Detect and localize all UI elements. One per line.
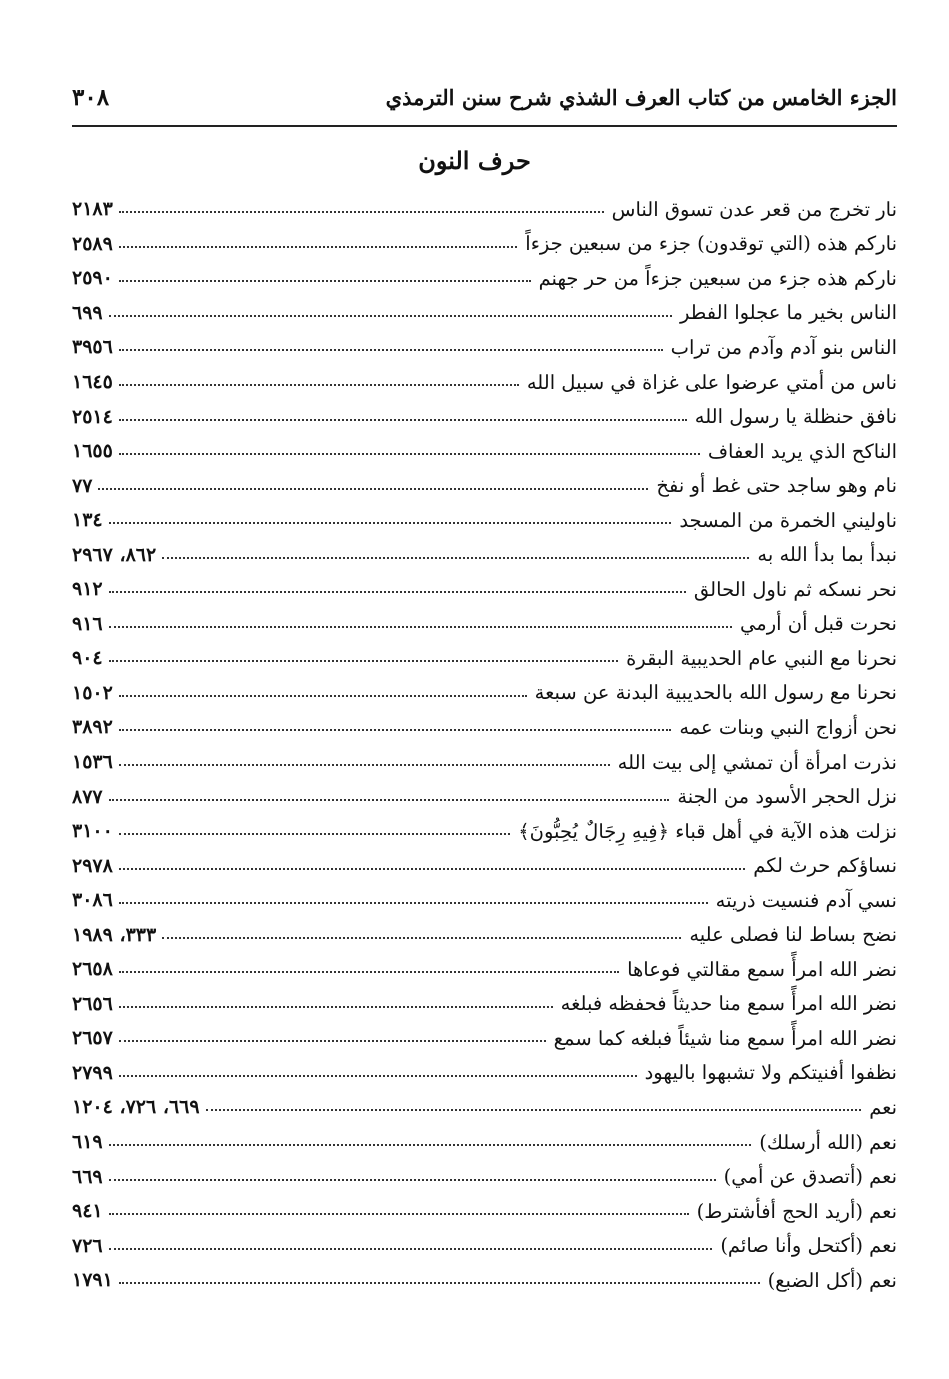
dot-leader xyxy=(162,557,749,559)
entry-reference-numbers: ٢٥٩٠ xyxy=(72,267,113,290)
index-entry xyxy=(72,917,897,952)
entry-text: نعم (الله أرسلك) xyxy=(759,1130,897,1154)
index-entry xyxy=(72,503,897,538)
entry-reference-numbers: ٨٧٧ xyxy=(72,785,103,808)
index-entry xyxy=(72,676,897,711)
entry-text: نار تخرج من قعر عدن تسوق الناس xyxy=(611,197,897,221)
dot-leader xyxy=(119,453,700,455)
entry-text: نحرت قبل أن أرمي xyxy=(740,612,897,636)
entry-text: نذرت امرأة أن تمشي إلى بيت الله xyxy=(617,750,897,774)
entry-reference-numbers: ١٦٥٥ xyxy=(72,440,113,463)
entry-text: نضر الله امرأً سمع منا حديثاً فحفظه فبلغه xyxy=(560,992,897,1016)
index-entry xyxy=(72,365,897,400)
index-entry xyxy=(72,572,897,607)
index-entry xyxy=(72,1228,897,1263)
dot-leader xyxy=(119,868,745,870)
dot-leader xyxy=(119,902,708,904)
entry-text: نبدأ بما بدأ الله به xyxy=(757,543,897,567)
entry-reference-numbers: ٦٦٩، ٧٢٦، ١٢٠٤ xyxy=(72,1096,200,1119)
index-entry xyxy=(72,1159,897,1194)
entry-reference-numbers: ٣٨٩٢ xyxy=(72,716,113,739)
dot-leader xyxy=(119,1282,760,1284)
index-entry xyxy=(72,468,897,503)
dot-leader xyxy=(109,315,672,317)
dot-leader xyxy=(119,246,517,248)
entry-text: ناركم هذه (التي توقدون) جزء من سبعين جزءاً xyxy=(525,232,897,256)
index-entry xyxy=(72,1194,897,1229)
index-entry xyxy=(72,952,897,987)
index-entry xyxy=(72,607,897,642)
dot-leader xyxy=(206,1109,862,1111)
entry-text: ناوليني الخمرة من المسجد xyxy=(679,508,897,532)
header-rule xyxy=(72,125,897,127)
entry-reference-numbers: ٧٧ xyxy=(72,474,93,497)
index-entry xyxy=(72,779,897,814)
entry-text: نعم (أريد الحج أفأشترط) xyxy=(696,1199,897,1223)
index-entry xyxy=(72,641,897,676)
entry-reference-numbers: ٩٤١ xyxy=(72,1200,103,1223)
entry-text: نسي آدم فنسيت ذريته xyxy=(715,888,897,912)
entry-reference-numbers: ١٥٣٦ xyxy=(72,751,113,774)
entry-reference-numbers: ٣٠٨٦ xyxy=(72,889,113,912)
index-entry xyxy=(72,1056,897,1091)
entry-reference-numbers: ٢٧٩٩ xyxy=(72,1061,113,1084)
dot-leader xyxy=(119,1006,553,1008)
dot-leader xyxy=(119,764,610,766)
dot-leader xyxy=(119,729,671,731)
dot-leader xyxy=(109,799,670,801)
entry-reference-numbers: ٣١٠٠ xyxy=(72,820,113,843)
index-entry xyxy=(72,745,897,780)
entry-text: نافق حنظلة يا رسول الله xyxy=(694,405,897,429)
entry-reference-numbers: ٢٥٨٩ xyxy=(72,232,113,255)
entry-text: نضح بساط لنا فصلى عليه xyxy=(689,923,897,947)
dot-leader xyxy=(119,384,519,386)
index-entry xyxy=(72,1125,897,1160)
section-title: حرف النون xyxy=(418,146,531,175)
dot-leader xyxy=(119,1040,546,1042)
entry-reference-numbers: ٧٢٦ xyxy=(72,1234,103,1257)
index-entry xyxy=(72,883,897,918)
entry-text: ناركم هذه جزء من سبعين جزءاً من حر جهنم xyxy=(538,266,897,290)
dot-leader xyxy=(162,937,681,939)
entry-reference-numbers: ١٦٤٥ xyxy=(72,371,113,393)
dot-leader xyxy=(109,1248,713,1250)
entry-text: الناكح الذي يريد العفاف xyxy=(707,439,897,463)
page-header xyxy=(72,80,897,114)
entry-reference-numbers: ٩٠٤ xyxy=(72,647,103,670)
index-entry xyxy=(72,1090,897,1125)
dot-leader xyxy=(109,626,732,628)
dot-leader xyxy=(119,211,604,213)
entry-reference-numbers: ٦٦٩ xyxy=(72,1165,103,1188)
entry-text: نحن أزواج النبي وبنات عمه xyxy=(679,715,897,739)
entry-text: نحرنا مع رسول الله بالحديبية البدنة عن سبعة xyxy=(534,681,897,705)
index-entry xyxy=(72,987,897,1022)
index-entry xyxy=(72,1021,897,1056)
running-title: الجزء الخامس من كتاب العرف الشذي شرح سنن الترمذي xyxy=(385,84,897,110)
entry-reference-numbers: ٦٩٩ xyxy=(72,301,103,324)
dot-leader xyxy=(109,1213,689,1215)
entry-reference-numbers: ٢٥١٤ xyxy=(72,405,113,428)
entry-text: نساؤكم حرث لكم xyxy=(753,854,897,878)
entry-text: ناس من أمتي عرضوا على غزاة في سبيل الله xyxy=(526,370,897,394)
entry-reference-numbers: ١٧٩١ xyxy=(72,1269,113,1292)
entry-text: الناس بنو آدم وآدم من تراب xyxy=(670,335,897,359)
page-number: ٣٠٨ xyxy=(72,83,110,111)
dot-leader xyxy=(98,488,648,490)
entry-reference-numbers: ٢٩٧٨ xyxy=(72,854,113,877)
index-entries xyxy=(72,192,897,1298)
index-entry xyxy=(72,848,897,883)
entry-reference-numbers: ٨٦٢، ٢٩٦٧ xyxy=(72,543,157,566)
index-entry xyxy=(72,399,897,434)
entry-reference-numbers: ٩١٦ xyxy=(72,612,103,635)
dot-leader xyxy=(109,522,672,524)
dot-leader xyxy=(119,833,510,835)
dot-leader xyxy=(119,419,687,421)
entry-reference-numbers: ١٥٠٢ xyxy=(72,681,113,704)
entry-reference-numbers: ١٣٤ xyxy=(72,509,103,532)
index-entry xyxy=(72,227,897,262)
entry-text: نحرنا مع النبي عام الحديبية البقرة xyxy=(626,646,897,670)
index-entry xyxy=(72,434,897,469)
entry-reference-numbers: ٢٦٥٦ xyxy=(72,992,113,1015)
entry-text: نزل الحجر الأسود من الجنة xyxy=(677,785,897,809)
entry-reference-numbers: ٢٦٥٨ xyxy=(72,958,113,981)
entry-reference-numbers: ٢١٨٣ xyxy=(72,198,113,221)
entry-text: نضر الله امرأً سمع مقالتي فوعاها xyxy=(627,957,897,981)
entry-text: نام وهو ساجد حتى غط أو نفخ xyxy=(656,474,897,498)
entry-text: نحر نسكه ثم ناول الحالق xyxy=(693,577,897,601)
dot-leader xyxy=(109,591,686,593)
entry-text: الناس بخير ما عجلوا الفطر xyxy=(680,301,897,325)
index-entry xyxy=(72,814,897,849)
index-entry xyxy=(72,710,897,745)
dot-leader xyxy=(119,280,531,282)
dot-leader xyxy=(119,695,527,697)
entry-text: نظفوا أفنيتكم ولا تشبهوا باليهود xyxy=(644,1061,897,1085)
index-entry xyxy=(72,1263,897,1298)
index-entry xyxy=(72,296,897,331)
index-entry xyxy=(72,537,897,572)
index-entry xyxy=(72,192,897,227)
entry-text: نزلت هذه الآية في أهل قباء ﴿فِيهِ رِجَالٌ يُحِبُّونَ﴾ xyxy=(518,819,897,843)
dot-leader xyxy=(109,1179,716,1181)
entry-text: نعم xyxy=(869,1095,897,1119)
index-entry xyxy=(72,261,897,296)
dot-leader xyxy=(119,1075,637,1077)
entry-reference-numbers: ٣٩٥٦ xyxy=(72,336,113,359)
dot-leader xyxy=(119,349,663,351)
entry-reference-numbers: ٣٣٣، ١٩٨٩ xyxy=(72,923,157,946)
entry-reference-numbers: ٦١٩ xyxy=(72,1131,103,1154)
index-entry xyxy=(72,330,897,365)
entry-reference-numbers: ٩١٢ xyxy=(72,578,103,601)
entry-text: نضر الله امرأً سمع منا شيئاً فبلغه كما سمع xyxy=(553,1026,897,1050)
dot-leader xyxy=(109,660,618,662)
entry-text: نعم (أكتحل وأنا صائم) xyxy=(720,1234,897,1258)
dot-leader xyxy=(109,1144,752,1146)
dot-leader xyxy=(119,971,619,973)
entry-reference-numbers: ٢٦٥٧ xyxy=(72,1027,113,1050)
entry-text: نعم (أكل الضبع) xyxy=(767,1268,897,1292)
entry-text: نعم (أتصدق عن أمي) xyxy=(723,1165,897,1189)
